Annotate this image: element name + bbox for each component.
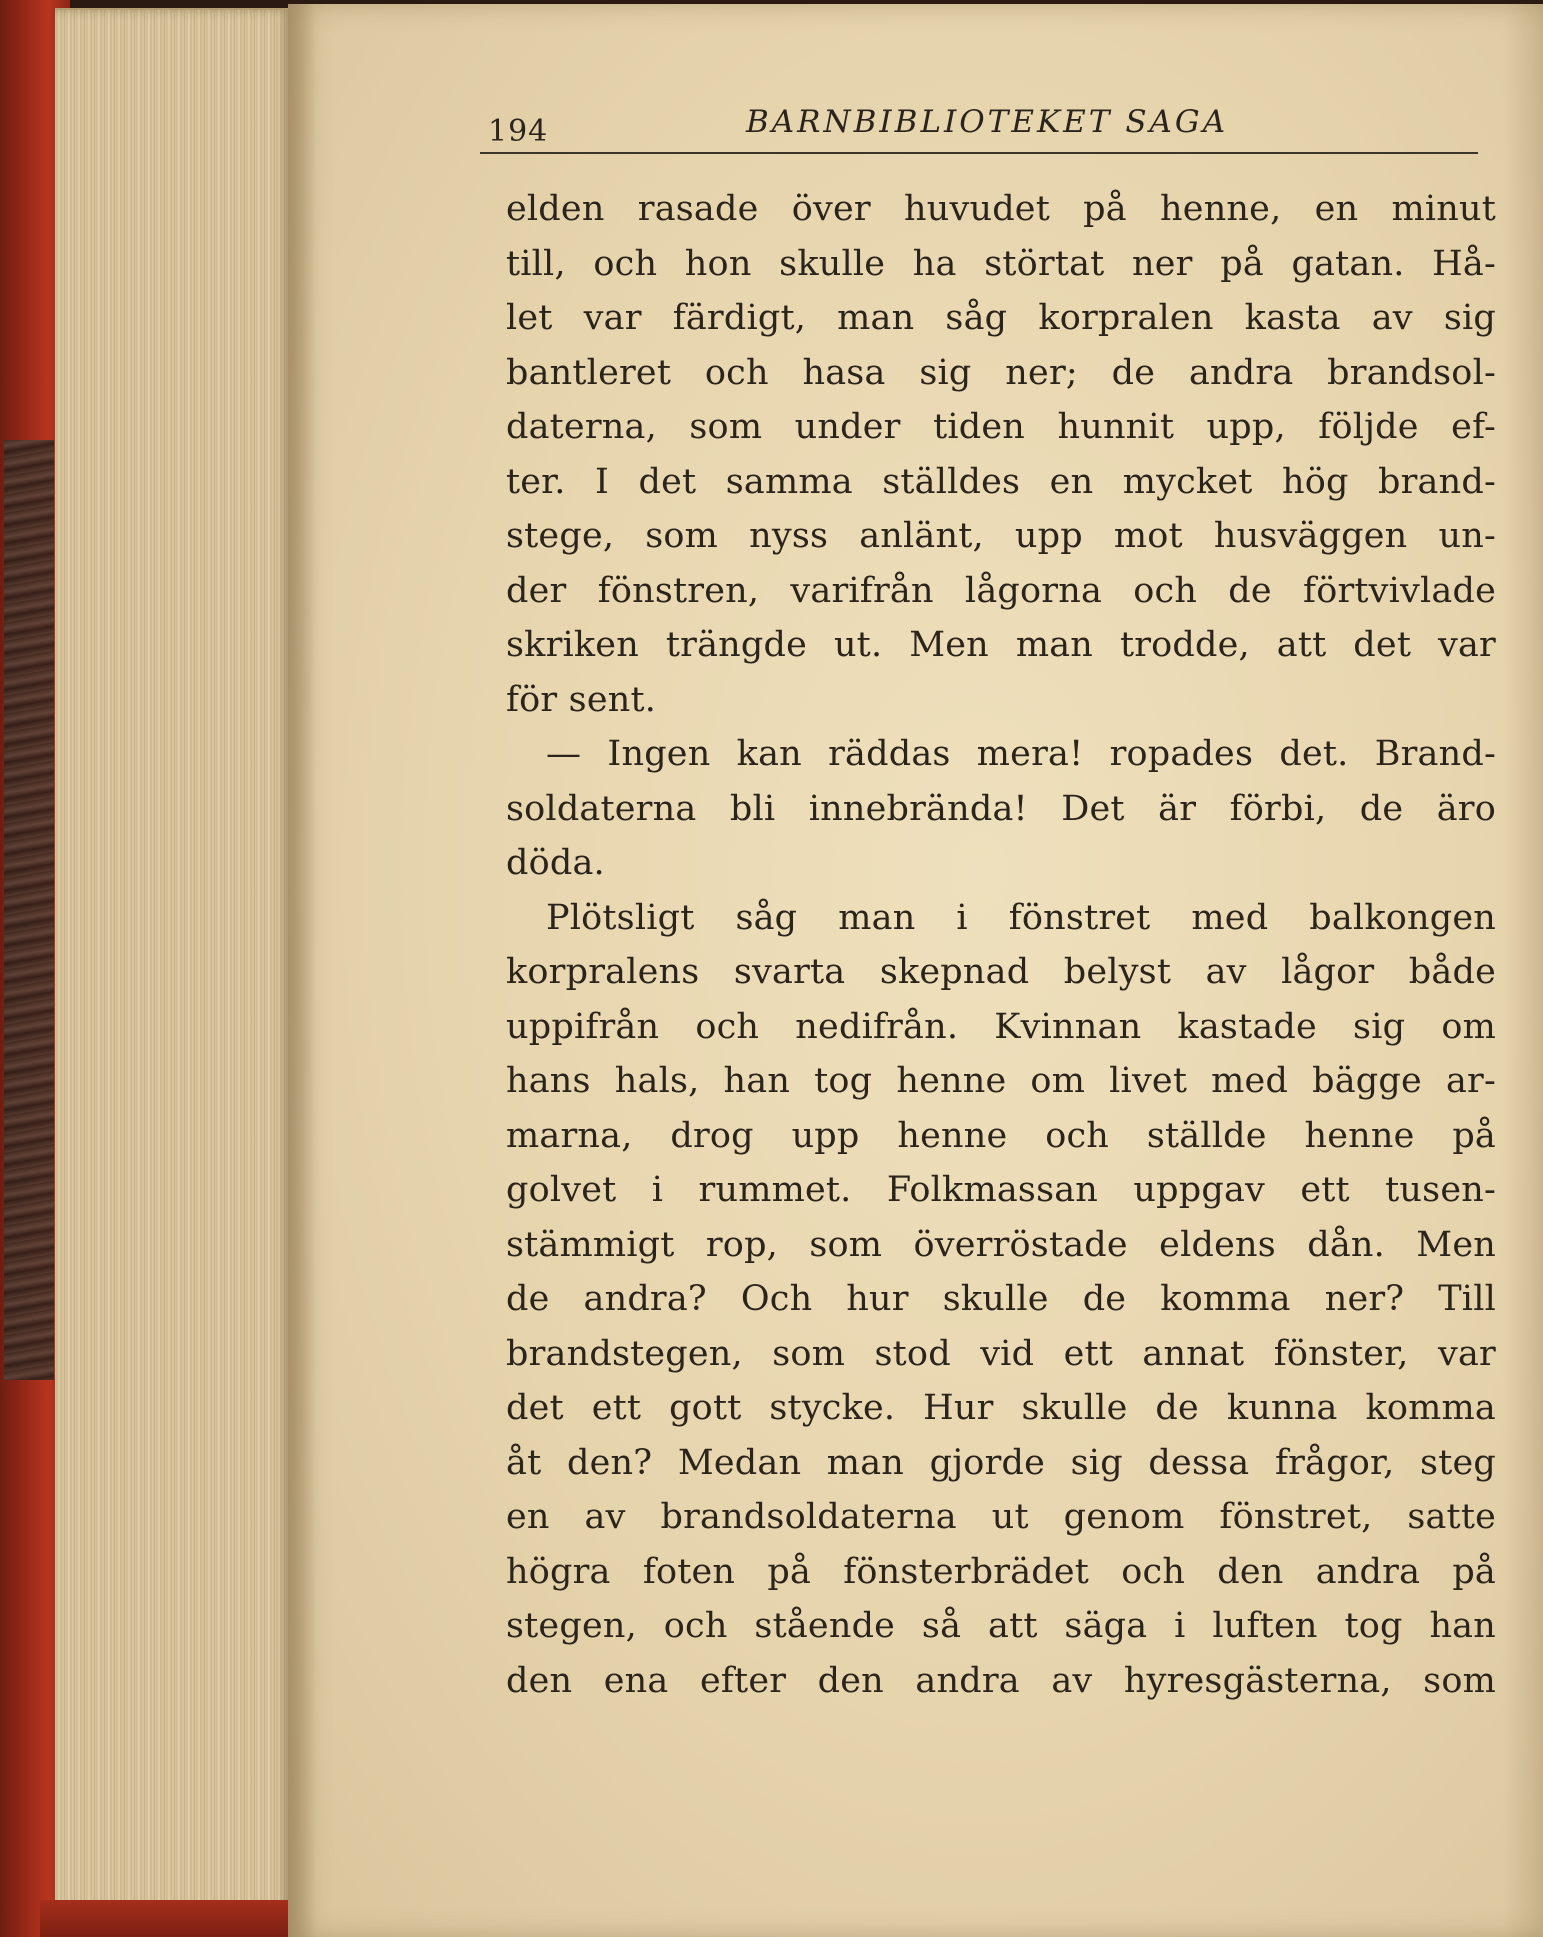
text-line: stege, som nyss anlänt, upp mot husväggen un- [506, 516, 1496, 556]
text-line: högra foten på fönsterbrädet och den andra på [506, 1551, 1496, 1592]
text-line: döda. [506, 843, 605, 883]
page-edge-shadow [1503, 4, 1543, 1937]
text-line: ter. I det samma ställdes en mycket hög brand- [506, 461, 1496, 502]
text-line: let var färdigt, man såg korpralen kasta av sig [506, 298, 1496, 338]
text-line: uppifrån och nedifrån. Kvinnan kastade sig om [506, 1006, 1496, 1047]
text-line: åt den? Medan man gjorde sig dessa frågor, steg [506, 1442, 1496, 1483]
text-line: marna, drog upp henne och ställde henne på [506, 1115, 1496, 1156]
text-line: — Ingen kan räddas mera! ropades det. Brand- [546, 734, 1496, 774]
text-line: soldaterna bli innebrända! Det är förbi, de äro [506, 788, 1496, 829]
text-line: för sent. [506, 679, 657, 720]
text-line: till, och hon skulle ha störtat ner på gatan. Hå- [506, 243, 1496, 284]
text-line: hans hals, han tog henne om livet med bägge ar- [506, 1061, 1496, 1101]
text-line: korpralens svarta skepnad belyst av lågor både [506, 952, 1496, 992]
marbled-endpaper [4, 440, 54, 1380]
text-line: det ett gott stycke. Hur skulle de kunna komma [506, 1388, 1496, 1428]
running-title: BARNBIBLIOTEKET SAGA [746, 104, 1229, 140]
page-number: 194 [488, 114, 549, 149]
cover-bottom-edge [40, 1900, 300, 1937]
text-line: bantleret och hasa sig ner; de andra brandsol- [506, 352, 1496, 393]
running-head [488, 96, 1488, 149]
page-stack [55, 8, 290, 1915]
text-line: brandstegen, som stod vid ett annat fönster, var [506, 1333, 1496, 1374]
text-line: Plötsligt såg man i fönstret med balkongen [546, 897, 1496, 938]
text-line: golvet i rummet. Folkmassan uppgav ett tusen- [506, 1170, 1496, 1210]
body-text [506, 182, 1496, 1708]
text-line: den ena efter den andra av hyresgästerna, som [506, 1660, 1496, 1701]
text-line: skriken trängde ut. Men man trodde, att det var [506, 625, 1496, 665]
text-line: der fönstren, varifrån lågorna och de förtvivlade [506, 570, 1496, 611]
header-rule [480, 152, 1478, 154]
text-line: elden rasade över huvudet på henne, en minut [506, 189, 1496, 229]
page-gutter-shadow [288, 4, 316, 1937]
text-line: de andra? Och hur skulle de komma ner? Till [506, 1279, 1496, 1319]
book-page [288, 4, 1543, 1937]
text-line: stämmigt rop, som överröstade eldens dån. Men [506, 1224, 1496, 1265]
text-line: stegen, och stående så att säga i luften tog han [506, 1606, 1496, 1646]
text-line: en av brandsoldaterna ut genom fönstret, satte [506, 1497, 1496, 1537]
text-line: daterna, som under tiden hunnit upp, följde ef- [506, 407, 1496, 447]
